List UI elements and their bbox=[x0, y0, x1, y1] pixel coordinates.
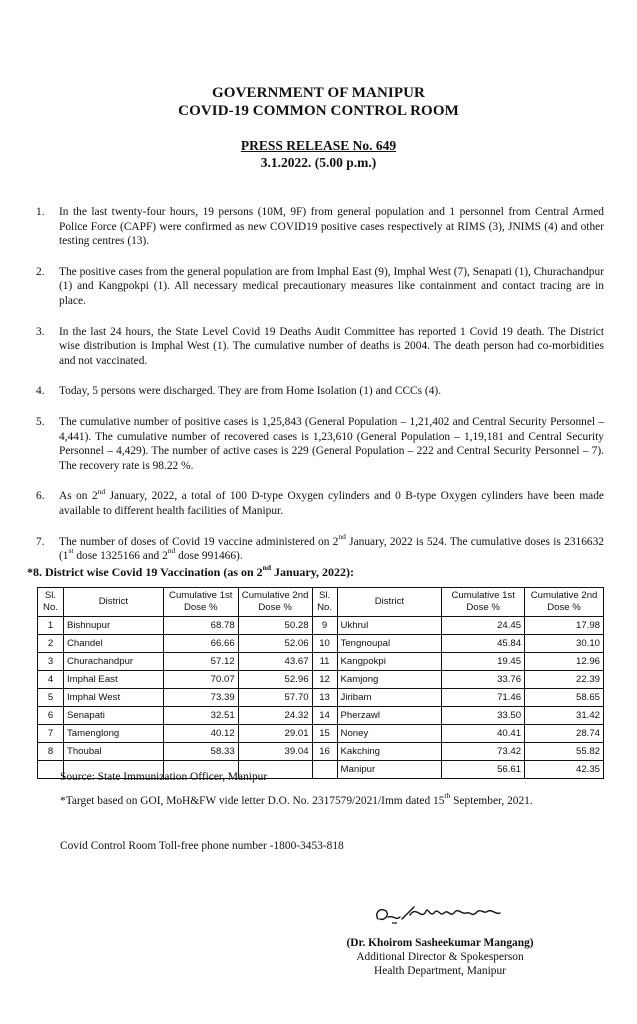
table-cell: Churachandpur bbox=[63, 653, 163, 671]
item-text: Today, 5 persons were discharged. They are from Home Isolation (1) and CCCs (4). bbox=[59, 385, 442, 398]
item-text: As on 2 bbox=[59, 490, 98, 503]
table-cell: Jiribam bbox=[337, 689, 442, 707]
list-item bbox=[36, 265, 604, 309]
table-cell: Senapati bbox=[63, 707, 163, 725]
header-cell: Cumulative 1st Dose % bbox=[163, 588, 238, 617]
table-cell: 8 bbox=[38, 743, 64, 761]
table-cell: 3 bbox=[38, 653, 64, 671]
table-cell: 66.66 bbox=[163, 635, 238, 653]
table-row bbox=[38, 617, 604, 635]
table-cell: Imphal East bbox=[63, 671, 163, 689]
table-cell: 30.10 bbox=[525, 635, 604, 653]
table-cell: 10 bbox=[312, 635, 337, 653]
table-cell: 52.96 bbox=[238, 671, 312, 689]
note-text: September, 2021. bbox=[450, 795, 533, 807]
table-cell: 50.28 bbox=[238, 617, 312, 635]
table-cell: 13 bbox=[312, 689, 337, 707]
table-cell: 42.35 bbox=[525, 761, 604, 779]
table-cell: 43.67 bbox=[238, 653, 312, 671]
header-cell: Sl. No. bbox=[38, 588, 64, 617]
table-cell: 73.39 bbox=[163, 689, 238, 707]
header-cell: District bbox=[337, 588, 442, 617]
table-cell: Tamenglong bbox=[63, 725, 163, 743]
table-cell: Kangpokpi bbox=[337, 653, 442, 671]
table-cell: 70.07 bbox=[163, 671, 238, 689]
table-cell: 12.96 bbox=[525, 653, 604, 671]
header-cell: Sl. No. bbox=[312, 588, 337, 617]
table-cell: 24.45 bbox=[442, 617, 525, 635]
table-row bbox=[38, 671, 604, 689]
release-date: 3.1.2022. (5.00 p.m.) bbox=[260, 155, 377, 170]
item-text: In the last 24 hours, the State Level Covid 19 Deaths Audit Committee has reported 1 Covid 19 death. The District wise distribution is Imphal West (1). The cumulative number of deaths is 2004. The death person had co-morbidities and not vaccinated. bbox=[59, 325, 604, 367]
table-cell: 73.42 bbox=[442, 743, 525, 761]
item-number: 5. bbox=[36, 415, 45, 428]
table-cell: 39.04 bbox=[238, 743, 312, 761]
table-cell: 9 bbox=[312, 617, 337, 635]
item-text: The positive cases from the general population are from Imphal East (9), Imphal West (7), Senapati (1), Churachandpur (1) and Kangpokpi (1). All necessary medical precautionary measures like containment and contact tracing are in place. bbox=[59, 265, 604, 307]
table-cell: Kamjong bbox=[337, 671, 442, 689]
table-cell: 16 bbox=[312, 743, 337, 761]
table-cell: Ukhrul bbox=[337, 617, 442, 635]
table-cell: 33.50 bbox=[442, 707, 525, 725]
table-cell: 14 bbox=[312, 707, 337, 725]
control-room-title: COVID-19 COMMON CONTROL ROOM bbox=[178, 103, 459, 119]
signatory-title: Additional Director & Spokesperson bbox=[356, 951, 524, 963]
target-note bbox=[60, 791, 533, 807]
table-cell: 57.12 bbox=[163, 653, 238, 671]
table-row bbox=[38, 743, 604, 761]
item-text: January, 2022, a total of 100 D-type Oxygen cylinders and 0 B-type Oxygen cylinders have been made available to different health facilities of Manipur. bbox=[59, 490, 604, 517]
table-cell: 17.98 bbox=[525, 617, 604, 635]
table-body bbox=[38, 617, 604, 779]
table-cell: 56.61 bbox=[442, 761, 525, 779]
signatory-department: Health Department, Manipur bbox=[374, 965, 506, 977]
signatory-name: (Dr. Khoirom Sasheekumar Mangang) bbox=[346, 937, 534, 949]
table-cell: 45.84 bbox=[442, 635, 525, 653]
table-cell: Kakching bbox=[337, 743, 442, 761]
item-number: 6. bbox=[36, 490, 45, 503]
table-cell: 6 bbox=[38, 707, 64, 725]
item-number: 1. bbox=[36, 206, 45, 218]
table-cell: Pherzawl bbox=[337, 707, 442, 725]
list-item bbox=[36, 205, 604, 249]
item-number: 2. bbox=[36, 265, 45, 278]
list-item bbox=[36, 486, 604, 518]
table-cell: Manipur bbox=[337, 761, 442, 779]
list-item bbox=[36, 325, 604, 369]
superscript: st bbox=[68, 546, 74, 556]
table-cell: 68.78 bbox=[163, 617, 238, 635]
table-cell: 5 bbox=[38, 689, 64, 707]
table-row bbox=[38, 707, 604, 725]
table-cell: 29.01 bbox=[238, 725, 312, 743]
table-cell: 11 bbox=[312, 653, 337, 671]
item-text: January, 2022 is 524. The cumulative doses is 2316632 (1 bbox=[59, 535, 604, 563]
note-text: *Target based on GOI, MoH&FW vide letter D.O. No. 2317579/2021/Imm dated 15 bbox=[60, 795, 445, 807]
header-cell: Cumulative 2nd Dose % bbox=[525, 588, 604, 617]
table-cell: 55.82 bbox=[525, 743, 604, 761]
table-cell: Imphal West bbox=[63, 689, 163, 707]
superscript: nd bbox=[97, 486, 106, 496]
item-text: dose 991466). bbox=[175, 550, 243, 563]
table-cell: 31.42 bbox=[525, 707, 604, 725]
table-cell: Tengnoupal bbox=[337, 635, 442, 653]
table-row bbox=[38, 653, 604, 671]
table-cell: 58.65 bbox=[525, 689, 604, 707]
table-cell: 24.32 bbox=[238, 707, 312, 725]
table-cell: 7 bbox=[38, 725, 64, 743]
table-cell: 4 bbox=[38, 671, 64, 689]
table-cell: 57.70 bbox=[238, 689, 312, 707]
item-number: 3. bbox=[36, 325, 45, 338]
table-cell: Bishnupur bbox=[63, 617, 163, 635]
document-header bbox=[0, 84, 637, 120]
list-item bbox=[36, 415, 604, 473]
table-cell: 2 bbox=[38, 635, 64, 653]
header-cell: District bbox=[63, 588, 163, 617]
table-cell: Thoubal bbox=[63, 743, 163, 761]
table-cell: 28.74 bbox=[525, 725, 604, 743]
superscript: nd bbox=[262, 563, 272, 572]
table-cell: 40.41 bbox=[442, 725, 525, 743]
table-cell: 22.39 bbox=[525, 671, 604, 689]
table-cell: 40.12 bbox=[163, 725, 238, 743]
vaccination-table-title bbox=[27, 565, 354, 580]
list-item bbox=[36, 531, 604, 564]
superscript: th bbox=[444, 791, 451, 801]
list-item bbox=[36, 384, 604, 399]
header-cell: Cumulative 2nd Dose % bbox=[238, 588, 312, 617]
table-row bbox=[38, 725, 604, 743]
handwritten-signature bbox=[370, 893, 520, 933]
title-text: *8. District wise Covid 19 Vaccination (as on 2 bbox=[27, 565, 263, 579]
table-cell: 12 bbox=[312, 671, 337, 689]
item-text: dose 1325166 and 2 bbox=[73, 550, 168, 563]
table-cell: 15 bbox=[312, 725, 337, 743]
government-title: GOVERNMENT OF MANIPUR bbox=[212, 85, 425, 101]
table-cell: 33.76 bbox=[442, 671, 525, 689]
table-cell: 19.45 bbox=[442, 653, 525, 671]
source-note: Source: State Immunization Officer, Manipur bbox=[60, 771, 268, 783]
table-cell: 52.06 bbox=[238, 635, 312, 653]
table-cell: 1 bbox=[38, 617, 64, 635]
superscript: nd bbox=[338, 531, 346, 541]
table-cell: Noney bbox=[337, 725, 442, 743]
item-text: The cumulative number of positive cases is 1,25,843 (General Population – 1,21,402 and Central Security Personnel – 4,441). The cumulative number of recovered cases is 1,23,610 (General Population – 1,19,181 and Central Security Personnel – 4,429). The number of active cases is 229 (General Population – 222 and Central Security Personnel – 7). The recovery rate is 98.22 %. bbox=[59, 415, 604, 472]
vaccination-table bbox=[37, 587, 604, 779]
table-row bbox=[38, 635, 604, 653]
item-text: In the last twenty-four hours, 19 persons (10M, 9F) from general population and 1 personnel from Central Armed Police Force (CAPF) were confirmed as new COVID19 positive cases respectively at RIMS (3), JNIMS (4) and other testing centres (13). bbox=[59, 206, 604, 248]
item-list bbox=[36, 205, 604, 564]
item-number: 7. bbox=[36, 535, 45, 548]
title-text: January, 2022): bbox=[271, 565, 355, 579]
table-cell: 32.51 bbox=[163, 707, 238, 725]
item-text: The number of doses of Covid 19 vaccine administered on 2 bbox=[59, 535, 339, 548]
table-header-row bbox=[38, 588, 604, 617]
item-number: 4. bbox=[36, 385, 45, 398]
signature-block bbox=[330, 936, 550, 978]
table-row bbox=[38, 689, 604, 707]
superscript: nd bbox=[167, 546, 176, 556]
table-cell: 71.46 bbox=[442, 689, 525, 707]
header-cell: Cumulative 1st Dose % bbox=[442, 588, 525, 617]
table-cell: 58.33 bbox=[163, 743, 238, 761]
table-cell bbox=[312, 761, 337, 779]
press-release-number: PRESS RELEASE No. 649 bbox=[240, 138, 397, 153]
toll-free-number: Covid Control Room Toll-free phone number -1800-3453-818 bbox=[60, 840, 344, 852]
table-cell: Chandel bbox=[63, 635, 163, 653]
press-release-heading bbox=[0, 137, 637, 171]
